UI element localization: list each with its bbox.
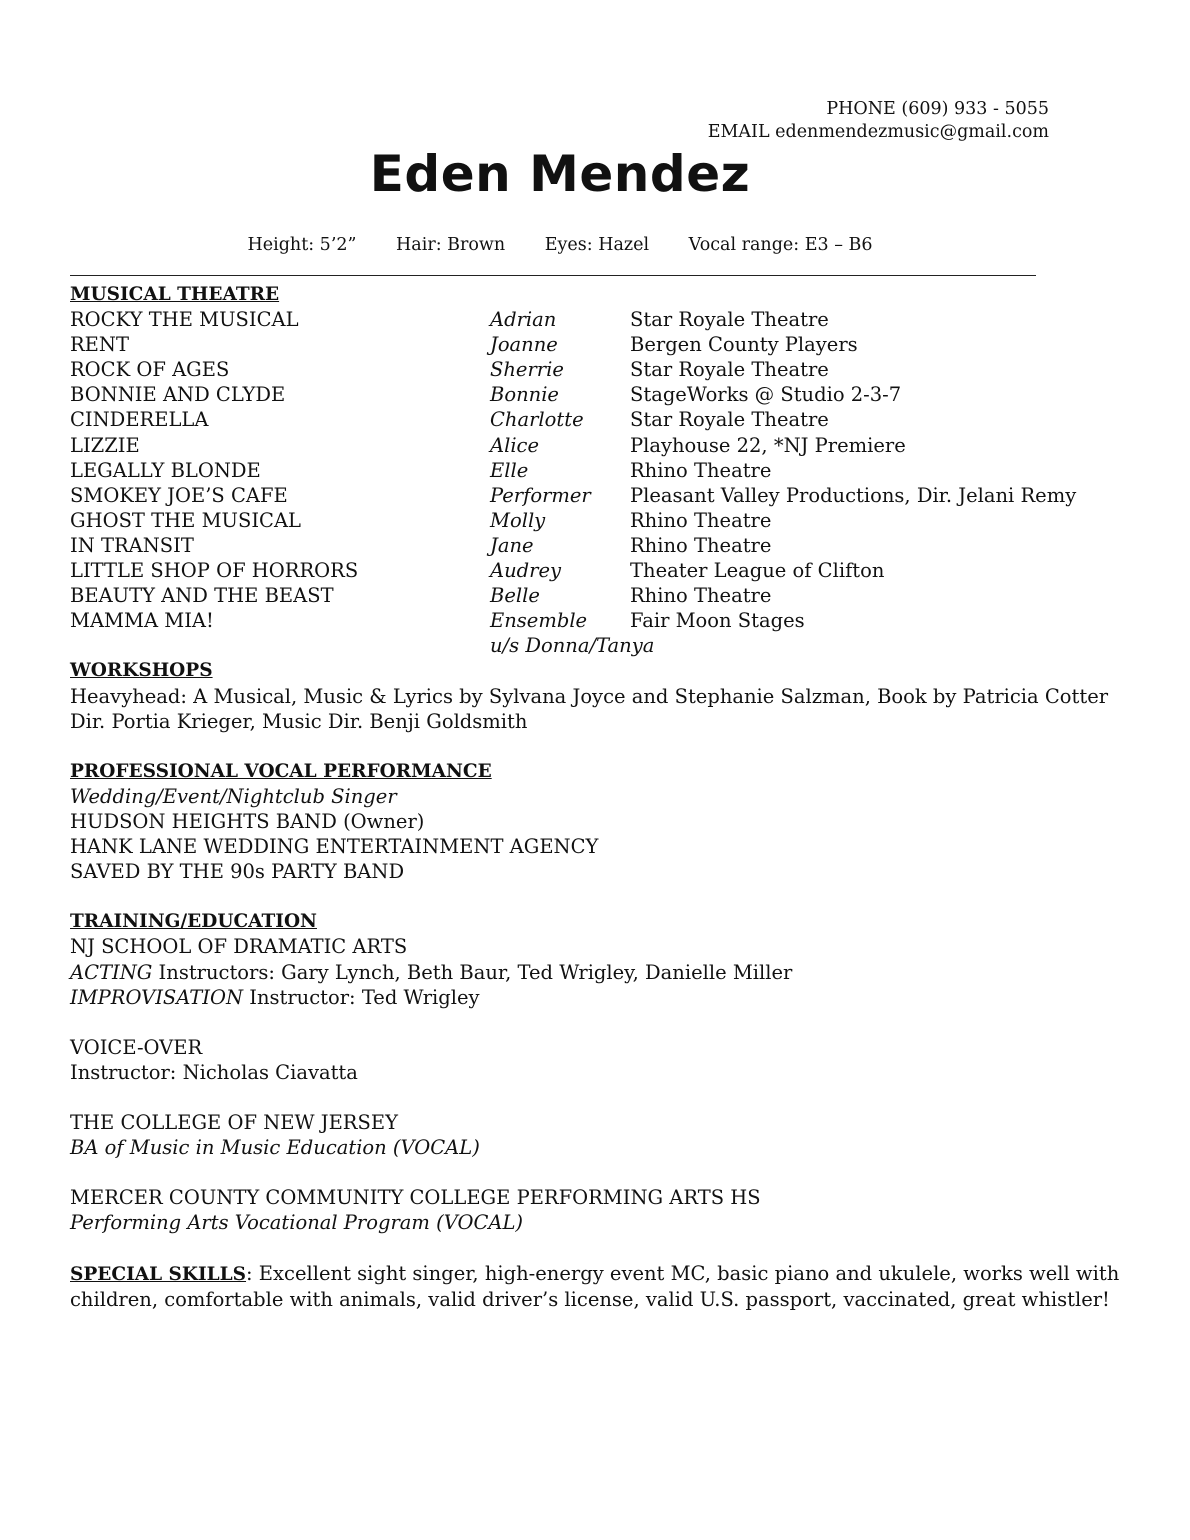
credit-show: RENT bbox=[70, 333, 129, 357]
mercer-name: MERCER COUNTY COMMUNITY COLLEGE PERFORMING ARTS HS bbox=[70, 1186, 761, 1210]
vocal-line: HANK LANE WEDDING ENTERTAINMENT AGENCY bbox=[70, 835, 599, 859]
workshop-line: Heavyhead: A Musical, Music & Lyrics by Sylvana Joyce and Stephanie Salzman, Book by Patricia Cotter bbox=[70, 684, 1109, 708]
credit-show: BEAUTY AND THE BEAST bbox=[70, 584, 334, 608]
credit-row bbox=[70, 483, 1077, 508]
credit-row bbox=[70, 533, 1070, 558]
credit-show: ROCK OF AGES bbox=[70, 358, 230, 382]
credit-show: BONNIE AND CLYDE bbox=[70, 383, 286, 407]
credit-row bbox=[70, 458, 1070, 483]
credit-show: ROCKY THE MUSICAL bbox=[70, 308, 299, 332]
credit-venue: Rhino Theatre bbox=[630, 458, 772, 482]
college-name: THE COLLEGE OF NEW JERSEY bbox=[70, 1111, 398, 1135]
credit-role: Molly bbox=[490, 508, 546, 532]
mercer-program: Performing Arts Vocational Program (VOCAL) bbox=[70, 1211, 524, 1235]
credit-show: LIZZIE bbox=[70, 433, 140, 457]
credit-row bbox=[70, 508, 1070, 533]
credit-row bbox=[70, 407, 1070, 432]
credit-role: Performer bbox=[490, 483, 591, 507]
credit-role: Belle bbox=[490, 584, 540, 608]
credit-venue: Pleasant Valley Productions, Dir. Jelani Remy bbox=[630, 483, 1077, 507]
credit-show: GHOST THE MUSICAL bbox=[70, 508, 301, 532]
credit-role: Sherrie bbox=[490, 358, 564, 382]
eyes: Eyes: Hazel bbox=[544, 235, 650, 255]
credit-role: Elle bbox=[490, 458, 529, 482]
credit-row bbox=[70, 357, 1070, 382]
college-degree: BA of Music in Music Education (VOCAL) bbox=[70, 1136, 480, 1160]
phone: PHONE (609) 933 - 5055 bbox=[826, 99, 1049, 119]
credit-row bbox=[70, 558, 1070, 583]
school-name: NJ SCHOOL OF DRAMATIC ARTS bbox=[70, 935, 408, 959]
workshop-line: Dir. Portia Krieger, Music Dir. Benji Goldsmith bbox=[70, 709, 528, 733]
credit-venue: Star Royale Theatre bbox=[630, 408, 829, 432]
credit-role: Alice bbox=[490, 433, 540, 457]
hair: Hair: Brown bbox=[396, 235, 506, 255]
credit-row bbox=[70, 307, 1070, 332]
vocal-italic-line: Wedding/Event/Nightclub Singer bbox=[70, 784, 397, 808]
section-heading-workshops: WORKSHOPS bbox=[70, 660, 213, 682]
credit-row bbox=[70, 608, 1070, 633]
credit-show: LITTLE SHOP OF HORRORS bbox=[70, 559, 359, 583]
credit-row bbox=[70, 382, 1070, 407]
section-heading-training: TRAINING/EDUCATION bbox=[70, 911, 317, 933]
credit-venue: Rhino Theatre bbox=[630, 533, 772, 557]
special-skills-continued: children, comfortable with animals, valid driver’s license, valid U.S. passport, vaccinated, great whistler! bbox=[70, 1287, 1110, 1311]
credit-role: u/s Donna/Tanya bbox=[490, 634, 655, 658]
vocal-range: Vocal range: E3 – B6 bbox=[688, 235, 873, 255]
credit-row bbox=[70, 633, 1070, 658]
divider-rule bbox=[70, 275, 1036, 276]
credit-show: SMOKEY JOE’S CAFE bbox=[70, 483, 288, 507]
section-heading-musical-theatre: MUSICAL THEATRE bbox=[70, 284, 280, 305]
improv-instructor: IMPROVISATION Instructor: Ted Wrigley bbox=[70, 985, 480, 1009]
contact-block bbox=[708, 98, 1049, 144]
credit-show: IN TRANSIT bbox=[70, 533, 194, 557]
credit-venue: Star Royale Theatre bbox=[630, 358, 829, 382]
credit-role: Jane bbox=[490, 533, 534, 557]
section-heading-vocal: PROFESSIONAL VOCAL PERFORMANCE bbox=[70, 760, 492, 782]
credit-venue: StageWorks @ Studio 2-3-7 bbox=[630, 383, 902, 407]
credit-role: Audrey bbox=[490, 559, 562, 583]
physical-stats bbox=[0, 235, 1120, 255]
credit-role: Adrian bbox=[490, 308, 557, 332]
credit-role: Ensemble bbox=[490, 609, 588, 633]
acting-instructors: ACTING Instructors: Gary Lynch, Beth Baur, Ted Wrigley, Danielle Miller bbox=[70, 960, 793, 984]
credit-venue: Rhino Theatre bbox=[630, 508, 772, 532]
vocal-line: SAVED BY THE 90s PARTY BAND bbox=[70, 860, 405, 884]
musical-theatre-credits bbox=[70, 307, 1077, 658]
email: EMAIL edenmendezmusic@gmail.com bbox=[707, 122, 1049, 142]
credit-row bbox=[70, 433, 1070, 458]
vocal-line: HUDSON HEIGHTS BAND (Owner) bbox=[70, 809, 425, 833]
credit-row bbox=[70, 332, 1070, 357]
height: Height: 5’2” bbox=[247, 235, 357, 255]
credit-venue: Playhouse 22, *NJ Premiere bbox=[630, 433, 906, 457]
section-heading-skills: SPECIAL SKILLS bbox=[70, 1263, 247, 1285]
credit-row bbox=[70, 583, 1070, 608]
special-skills: SPECIAL SKILLS: Excellent sight singer, high-energy event MC, basic piano and ukulele, works well with bbox=[70, 1261, 1120, 1285]
credit-show: CINDERELLA bbox=[70, 408, 209, 432]
credit-show: MAMMA MIA! bbox=[70, 609, 214, 633]
credit-role: Bonnie bbox=[490, 383, 559, 407]
credit-venue: Fair Moon Stages bbox=[630, 609, 805, 633]
credit-role: Joanne bbox=[490, 333, 558, 357]
candidate-name: Eden Mendez bbox=[369, 145, 751, 203]
credit-show: LEGALLY BLONDE bbox=[70, 458, 261, 482]
resume-content bbox=[70, 282, 1120, 1312]
voice-over-title: VOICE-OVER bbox=[70, 1035, 203, 1059]
credit-venue: Theater League of Clifton bbox=[630, 559, 885, 583]
credit-role: Charlotte bbox=[490, 408, 584, 432]
credit-venue: Bergen County Players bbox=[630, 333, 858, 357]
voice-over-instructor: Instructor: Nicholas Ciavatta bbox=[70, 1060, 358, 1084]
credit-venue: Star Royale Theatre bbox=[630, 308, 829, 332]
credit-venue: Rhino Theatre bbox=[630, 584, 772, 608]
